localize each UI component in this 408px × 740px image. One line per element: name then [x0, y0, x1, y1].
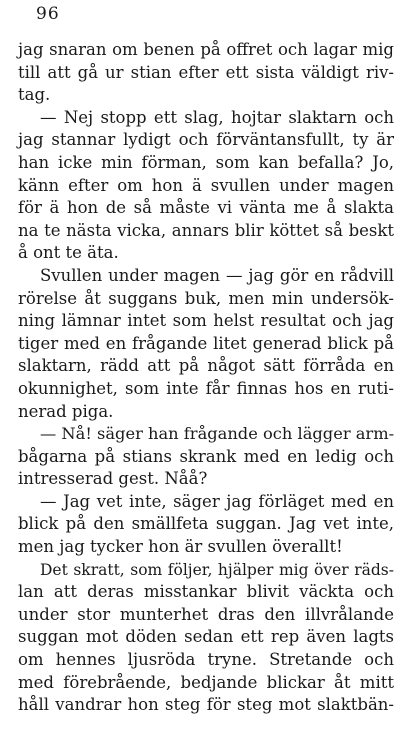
- text-line: na te nästa vicka, annars blir köttet så beskt: [18, 220, 394, 240]
- text-line: slaktarn, rädd att på något sätt förråda en: [18, 356, 394, 376]
- text-line: under stor munterhet dras den illvrålande: [18, 604, 394, 624]
- body-text: [18, 39, 394, 717]
- text-line: jag snaran om benen på offret och lagar mig: [18, 40, 394, 59]
- text-line: bågarna på stians skrank med en ledig och: [18, 446, 394, 466]
- text-line: om hennes ljusröda tryne. Stretande och: [18, 650, 394, 670]
- text-line: lan att deras misstankar blivit väckta och: [18, 582, 394, 602]
- text-line: ning lämnar intet som helst resultat och jag: [18, 311, 394, 331]
- text-line: suggan mot döden sedan ett rep även lagts: [18, 627, 394, 647]
- text-line: nerad piga.: [18, 401, 114, 421]
- text-line: tiger med en frågande litet generad blick på: [18, 333, 394, 353]
- text-line: med förebrående, bedjande blickar åt mitt: [18, 672, 394, 692]
- page-number: 96: [36, 4, 60, 24]
- text-line: — Nej stopp ett slag, hojtar slaktarn och: [40, 107, 394, 127]
- text-line: okunnighet, som inte får finnas hos en ruti-: [18, 378, 394, 398]
- text-line: men jag tycker hon är svullen överallt!: [18, 537, 343, 557]
- text-line: — Jag vet inte, säger jag förläget med en: [40, 491, 394, 511]
- text-line: jag stannar lydigt och förväntansfullt, ty är: [18, 130, 394, 150]
- text-line: intresserad gest. Nåå?: [18, 469, 208, 489]
- text-line: rörelse åt suggans buk, men min undersök-: [18, 288, 394, 308]
- text-line: tag.: [18, 85, 51, 105]
- text-line: — Nå! säger han frågande och lägger arm-: [40, 424, 395, 444]
- text-line: Det skratt, som följer, hjälper mig över räds-: [40, 560, 394, 579]
- text-line: å ont te äta.: [18, 243, 119, 263]
- text-line: känn efter om hon ä svullen under magen: [18, 175, 394, 195]
- text-line: håll vandrar hon steg för steg mot slaktbän-: [18, 695, 394, 715]
- text-line: Svullen under magen — jag gör en rådvill: [40, 265, 394, 285]
- text-line: han icke min förman, som kan befalla? Jo,: [18, 152, 394, 172]
- text-line: till att gå ur stian efter ett sista väldigt riv-: [18, 62, 394, 82]
- text-line: för ä hon de så måste vi vänta me å slakta: [18, 198, 394, 218]
- text-line: blick på den smällfeta suggan. Jag vet inte,: [18, 514, 394, 534]
